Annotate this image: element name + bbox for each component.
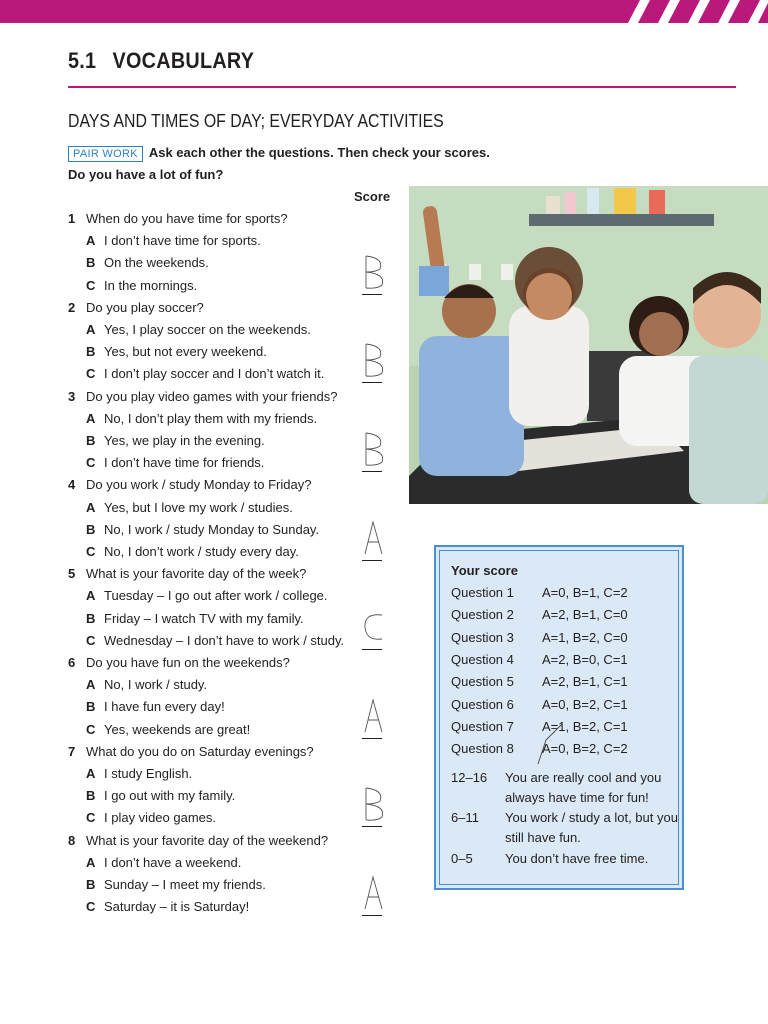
option-text: I don’t have a weekend. <box>104 854 242 870</box>
option-letter: C <box>86 632 96 648</box>
section-number: 5.1 <box>68 48 97 73</box>
option-text: I study English. <box>104 766 193 781</box>
handwritten-answer-2 <box>360 340 386 380</box>
answer-line <box>362 826 382 827</box>
option-text: Sunday – I meet my friends. <box>104 877 266 892</box>
top-banner <box>0 0 768 23</box>
question-text: Do you have fun on the weekends? <box>86 655 290 670</box>
photo-illustration <box>409 186 768 504</box>
answer-line <box>362 560 382 561</box>
question-text: Do you work / study Monday to Friday? <box>86 477 312 493</box>
option-text: Yes, we play in the evening. <box>104 433 265 448</box>
option-text: Tuesday – I go out after work / college. <box>104 588 328 604</box>
score-question-label: Question 3 <box>451 629 514 645</box>
option-text: I don’t have time for friends. <box>104 455 265 471</box>
answer-line <box>362 738 382 739</box>
option-letter: A <box>86 854 96 870</box>
score-column-label: Score <box>354 189 391 204</box>
option-text: Yes, but I love my work / studies. <box>104 499 293 515</box>
pen-mark-icon <box>536 722 566 766</box>
score-question-label: Question 6 <box>451 696 514 712</box>
pair-work-badge: PAIR WORK <box>68 146 143 162</box>
option-letter: B <box>86 433 96 448</box>
score-question-label: Question 2 <box>451 607 514 623</box>
answer-line <box>362 471 382 472</box>
option-text: I go out with my family. <box>104 788 236 804</box>
option-text: On the weekends. <box>104 255 209 271</box>
option-text: Yes, weekends are great! <box>104 721 251 737</box>
score-values: A=1, B=2, C=1 <box>542 718 628 734</box>
question-number: 2 <box>68 299 76 315</box>
question-text: What is your favorite day of the week? <box>86 566 307 582</box>
option-letter: C <box>86 277 96 293</box>
score-row <box>451 674 628 690</box>
option-letter: A <box>86 233 96 249</box>
option-text: I don’t have time for sports. <box>104 233 261 249</box>
option-text: Wednesday – I don’t have to work / study. <box>104 632 345 648</box>
score-values: A=2, B=0, C=1 <box>542 651 628 667</box>
handwritten-answer-7 <box>360 784 386 824</box>
option-text: No, I work / study. <box>104 677 208 693</box>
answer-line <box>362 915 382 916</box>
question-text: Do you play video games with your friends? <box>86 388 338 404</box>
handwritten-answer-5 <box>360 607 386 647</box>
instruction-text: Ask each other the questions. Then check your scores. <box>148 145 490 160</box>
score-range: 0–5 <box>451 851 473 866</box>
option-letter: C <box>86 810 96 826</box>
option-text: No, I don’t work / study every day. <box>104 544 299 559</box>
answer-line <box>362 649 382 650</box>
score-row <box>451 585 628 600</box>
option-letter: A <box>86 677 96 693</box>
answer-line <box>362 382 382 383</box>
handwritten-answer-4 <box>360 518 386 558</box>
option-letter: B <box>86 788 96 804</box>
option-text: Yes, I play soccer on the weekends. <box>104 322 311 337</box>
score-values: A=0, B=2, C=2 <box>542 741 628 757</box>
option-text: Yes, but not every weekend. <box>104 344 267 360</box>
question-number: 7 <box>68 743 76 759</box>
score-question-label: Question 5 <box>451 674 514 690</box>
score-values: A=2, B=1, C=0 <box>542 607 628 623</box>
answer-line <box>362 294 382 295</box>
score-range-description: You are really cool and you always have time for fun! <box>505 770 662 805</box>
question-number: 5 <box>68 566 76 582</box>
option-letter: C <box>86 544 96 559</box>
score-values: A=0, B=2, C=1 <box>542 696 628 712</box>
handwritten-answer-8 <box>360 873 386 913</box>
score-key-title: Your score <box>451 563 518 578</box>
option-letter: B <box>86 877 96 892</box>
score-row <box>451 741 628 757</box>
score-row <box>451 629 628 645</box>
option-text: I don’t play soccer and I don’t watch it. <box>104 366 325 382</box>
question-number: 1 <box>68 211 76 226</box>
option-text: No, I work / study Monday to Sunday. <box>104 521 320 537</box>
question-text: What is your favorite day of the weekend? <box>86 832 329 848</box>
score-question-label: Question 7 <box>451 718 514 734</box>
option-letter: B <box>86 344 96 360</box>
score-row <box>451 696 628 712</box>
option-letter: B <box>86 255 96 271</box>
question-text: Do you play soccer? <box>86 299 204 315</box>
instruction-line <box>68 145 490 162</box>
title-divider <box>68 86 736 88</box>
score-range-description: You work / study a lot, but you still have fun. <box>505 810 678 845</box>
score-question-label: Question 4 <box>451 651 514 667</box>
score-question-label: Question 8 <box>451 741 514 757</box>
score-values: A=0, B=1, C=2 <box>542 585 628 600</box>
option-letter: C <box>86 899 96 915</box>
question-number: 8 <box>68 832 76 848</box>
option-letter: B <box>86 521 96 537</box>
option-letter: A <box>86 499 96 515</box>
question-text: When do you have time for sports? <box>86 211 288 226</box>
option-text: Saturday – it is Saturday! <box>104 899 250 915</box>
score-range-description: You don’t have free time. <box>505 851 649 866</box>
handwritten-answer-6 <box>360 696 386 736</box>
option-letter: A <box>86 588 96 604</box>
score-row <box>451 718 628 734</box>
score-values: A=1, B=2, C=0 <box>542 629 628 645</box>
quiz-title: Do you have a lot of fun? <box>68 167 224 182</box>
option-text: No, I don’t play them with my friends. <box>104 410 318 426</box>
option-letter: B <box>86 699 96 715</box>
section-title <box>68 48 254 74</box>
question-number: 6 <box>68 655 76 670</box>
score-range: 12–16 <box>451 770 488 785</box>
option-letter: C <box>86 455 96 471</box>
option-letter: A <box>86 322 96 337</box>
question-text: What do you do on Saturday evenings? <box>86 743 314 759</box>
option-letter: A <box>86 410 96 426</box>
score-values: A=2, B=1, C=1 <box>542 674 628 690</box>
score-range: 6–11 <box>451 810 479 825</box>
family-game-photo <box>409 186 768 504</box>
handwritten-answer-3 <box>360 429 386 469</box>
section-subtitle: DAYS AND TIMES OF DAY; EVERYDAY ACTIVITIES <box>68 111 444 131</box>
option-letter: C <box>86 721 96 737</box>
question-number: 3 <box>68 388 76 404</box>
score-row <box>451 607 628 623</box>
option-text: Friday – I watch TV with my family. <box>104 610 304 626</box>
score-row <box>451 651 628 667</box>
option-letter: B <box>86 610 96 626</box>
option-letter: C <box>86 366 96 382</box>
score-question-label: Question 1 <box>451 585 514 600</box>
stripes-decoration <box>618 0 768 23</box>
option-text: I have fun every day! <box>104 699 225 715</box>
option-text: I play video games. <box>104 810 217 826</box>
option-letter: A <box>86 766 96 781</box>
question-number: 4 <box>68 477 76 493</box>
section-name: VOCABULARY <box>112 48 255 73</box>
option-text: In the mornings. <box>104 277 198 293</box>
handwritten-answer-1 <box>360 252 386 292</box>
